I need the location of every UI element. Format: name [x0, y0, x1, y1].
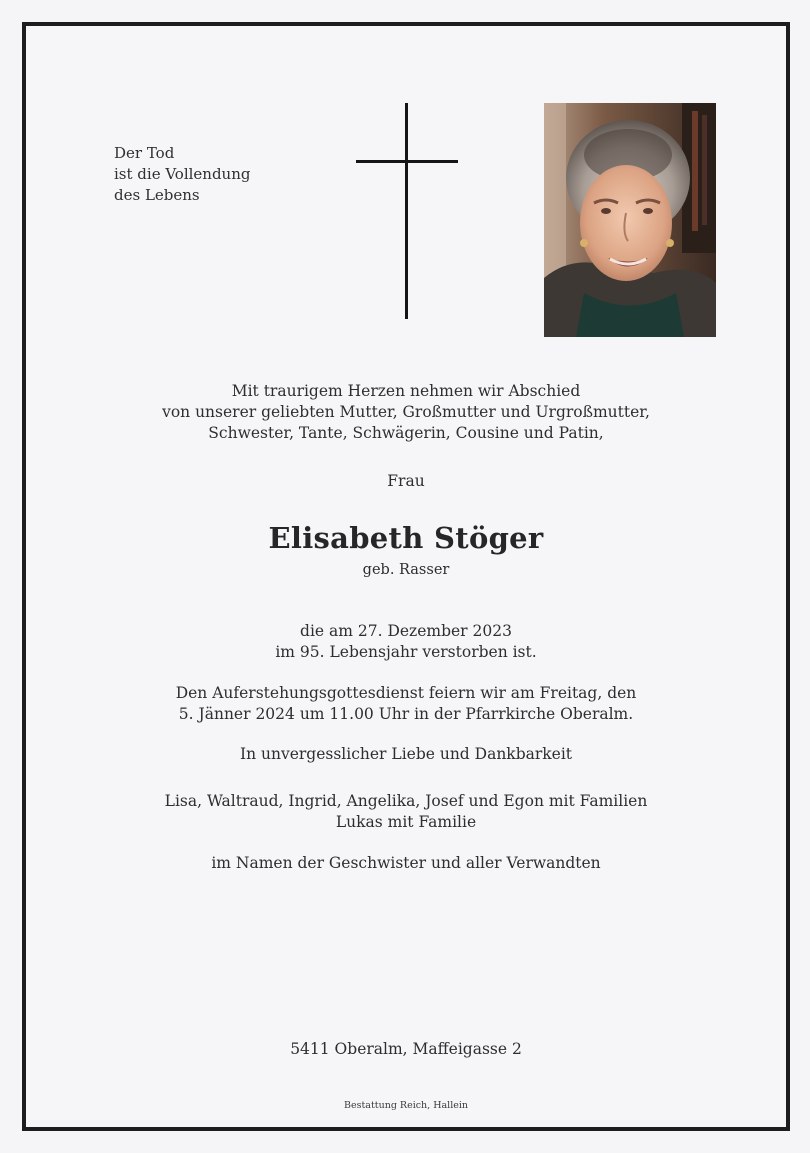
mourners-list	[26, 791, 786, 833]
relatives-line: im Namen der Geschwister und aller Verwandten	[211, 854, 601, 872]
mourners-line: Lisa, Waltraud, Ingrid, Angelika, Josef und Egon mit Familien	[164, 792, 648, 810]
death-line: im 95. Lebensjahr verstorben ist.	[275, 643, 537, 661]
salutation: Frau	[387, 472, 425, 490]
intro-line: von unserer geliebten Mutter, Großmutter und Urgroßmutter,	[162, 403, 650, 421]
deceased-name: Elisabeth Stöger	[268, 521, 544, 555]
portrait-photo	[544, 103, 716, 337]
intro-line: Mit traurigem Herzen nehmen wir Abschied	[231, 382, 581, 400]
death-notice	[26, 621, 786, 663]
service-line: Den Auferstehungsgottesdienst feiern wir am Freitag, den	[175, 684, 637, 702]
funeral-service-info	[26, 683, 786, 725]
maiden-name: geb. Rasser	[362, 562, 450, 578]
obituary-card	[22, 22, 790, 1131]
cross-horizontal-bar	[356, 160, 458, 163]
service-line: 5. Jänner 2024 um 11.00 Uhr in der Pfarrkirche Oberalm.	[178, 705, 634, 723]
love-line: In unvergesslicher Liebe und Dankbarkeit	[239, 745, 573, 763]
motto-line: Der Tod	[114, 144, 175, 162]
farewell-intro	[26, 381, 786, 444]
motto	[114, 143, 250, 206]
motto-line: des Lebens	[114, 186, 200, 204]
motto-line: ist die Vollendung	[114, 165, 251, 183]
cross-vertical-bar	[405, 103, 408, 319]
undertaker-credit: Bestattung Reich, Hallein	[343, 1100, 469, 1111]
address: 5411 Oberalm, Maffeigasse 2	[290, 1040, 522, 1058]
mourners-line: Lukas mit Familie	[335, 813, 477, 831]
death-line: die am 27. Dezember 2023	[300, 622, 512, 640]
intro-line: Schwester, Tante, Schwägerin, Cousine und Patin,	[208, 424, 604, 442]
